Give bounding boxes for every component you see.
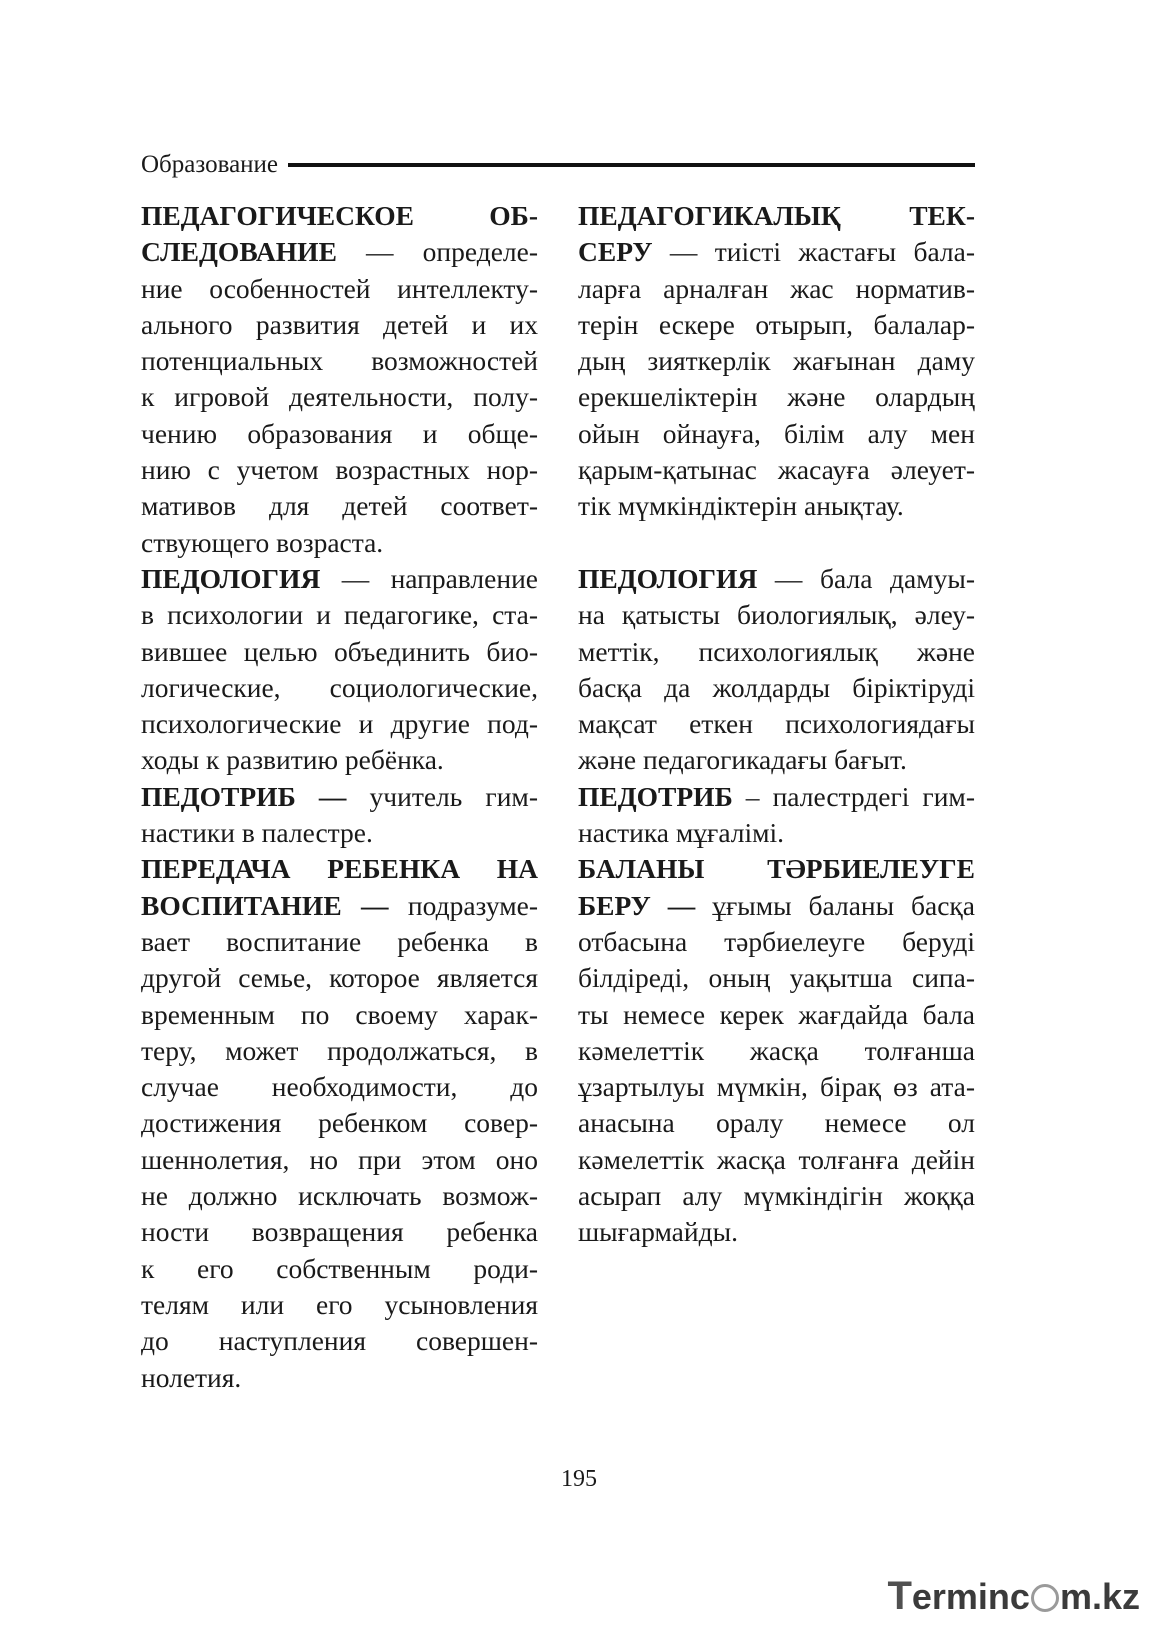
watermark-text-middle: erminc	[911, 1576, 1030, 1617]
kz-line	[578, 1142, 975, 1178]
definition-text: ствующего возраста.	[141, 526, 384, 558]
ru-line	[141, 634, 538, 670]
term-heading: БАЛАНЫ ТӘРБИЕЛЕУГЕ	[578, 853, 975, 885]
ru-line	[141, 851, 538, 887]
ru-line	[141, 343, 538, 379]
definition-text: логические, социологические,	[141, 671, 538, 703]
definition-text: меттік, психологиялық және	[578, 635, 975, 667]
definition-text: вает воспитание ребенка в	[141, 925, 538, 957]
ru-line	[141, 561, 538, 597]
kz-line	[578, 851, 975, 887]
ru-line	[141, 452, 538, 488]
kz-line	[578, 597, 975, 633]
ru-line	[141, 307, 538, 343]
definition-text: шығармайды.	[578, 1216, 738, 1248]
definition-text: ерекшеліктерін және олардың	[578, 381, 975, 413]
term-heading: ПЕДАГОГИЧЕСКОЕ ОБ-	[141, 200, 538, 231]
ru-line	[141, 1360, 538, 1396]
definition-text: ұзартылуы мүмкін, бірақ өз ата-	[578, 1071, 975, 1103]
kz-line	[578, 343, 975, 379]
kz-line	[578, 960, 975, 996]
definition-text: басқа да жолдарды біріктіруді	[578, 671, 975, 703]
ru-line	[141, 779, 538, 815]
definition-text: ұғымы баланы басқа	[695, 889, 975, 921]
ru-line	[141, 1287, 538, 1323]
definition-text: — определе-	[336, 236, 538, 268]
term-heading: ВОСПИТАНИЕ —	[141, 889, 389, 921]
watermark-letter-t: T	[887, 1574, 912, 1618]
definition-text: ние особенностей интеллекту-	[141, 272, 538, 304]
definition-text: терін ескере отырып, балалар-	[578, 308, 975, 340]
page-number: 195	[561, 1466, 597, 1492]
definition-text: вившее целью объединить био-	[141, 635, 538, 667]
ru-line	[141, 888, 538, 924]
ru-line	[141, 706, 538, 742]
definition-text: тік мүмкіндіктерін анықтау.	[578, 490, 904, 522]
definition-text: чению образования и обще-	[141, 417, 538, 449]
definition-text: білдіреді, оның уақытша сипа-	[578, 962, 975, 994]
definition-text: случае необходимости, до	[141, 1071, 538, 1103]
term-heading: ПЕДОТРИБ —	[141, 780, 347, 812]
ru-line	[141, 815, 538, 851]
termincom-watermark-logo	[887, 1574, 1140, 1619]
ru-line	[141, 525, 538, 561]
definition-text: ларға арналған жас норматив-	[578, 272, 975, 304]
kz-line	[578, 1214, 975, 1250]
definition-text: учитель гим-	[346, 780, 538, 812]
definition-text: телям или его усыновления	[141, 1288, 538, 1320]
definition-text: анасына оралу немесе ол	[578, 1107, 975, 1139]
kz-line	[578, 416, 975, 452]
kz-line	[578, 271, 975, 307]
definition-text: кәмелеттік жасқа толғанша	[578, 1034, 975, 1066]
ru-line	[141, 960, 538, 996]
definition-text: ности возвращения ребенка	[141, 1216, 538, 1248]
term-heading: ПЕДОТРИБ	[578, 780, 733, 812]
ru-line	[141, 1033, 538, 1069]
kz-line	[578, 1033, 975, 1069]
definition-text: настика мұғалімі.	[578, 817, 785, 849]
ru-line	[141, 1069, 538, 1105]
ru-line	[141, 597, 538, 633]
russian-column	[141, 198, 538, 1396]
kz-line	[578, 452, 975, 488]
kz-line	[578, 888, 975, 924]
ru-line	[141, 997, 538, 1033]
definition-text: – палестрдегі гим-	[732, 780, 975, 812]
kz-line	[578, 924, 975, 960]
definition-text: не должно исключать возмож-	[141, 1180, 538, 1212]
ru-line	[141, 1105, 538, 1141]
definition-text: және педагогикадағы бағыт.	[578, 744, 907, 776]
definition-text: временным по своему харак-	[141, 998, 538, 1030]
ru-line	[141, 924, 538, 960]
definition-text: шеннолетия, но при этом оно	[141, 1143, 538, 1175]
kz-line	[578, 307, 975, 343]
ru-line	[141, 1251, 538, 1287]
kz-line	[578, 561, 975, 597]
definition-text: — тиісті жастағы бала-	[652, 236, 975, 268]
definition-text: до наступления совершен-	[141, 1325, 538, 1357]
term-heading: СЛЕДОВАНИЕ	[141, 236, 337, 268]
kz-line	[578, 234, 975, 270]
definition-text: мақсат еткен психологиядағы	[578, 708, 975, 740]
kz-line	[578, 488, 975, 524]
definition-text: другой семье, которое является	[141, 962, 538, 994]
definition-text: теру, может продолжаться, в	[141, 1034, 538, 1066]
definition-text: ойын ойнауға, білім алу мен	[578, 417, 975, 449]
definition-text: нию с учетом возрастных нор-	[141, 454, 538, 486]
definition-text: в психологии и педагогике, ста-	[141, 599, 538, 631]
definition-text: қарым-қатынас жасауға әлеует-	[578, 454, 975, 486]
kz-line	[578, 815, 975, 851]
ru-line	[141, 670, 538, 706]
definition-text: к игровой деятельности, полу-	[141, 381, 538, 413]
kz-line	[578, 1069, 975, 1105]
definition-text: на қатысты биологиялық, әлеу-	[578, 599, 975, 631]
definition-text: дың зияткерлік жағынан даму	[578, 345, 975, 377]
ru-line	[141, 488, 538, 524]
kz-line	[578, 525, 975, 561]
definition-text: кәмелеттік жасқа толғанға дейін	[578, 1143, 975, 1175]
watermark-text-end: m.kz	[1059, 1576, 1140, 1617]
term-heading: БЕРУ —	[578, 889, 696, 921]
ru-line	[141, 1323, 538, 1359]
kz-line	[578, 1105, 975, 1141]
definition-text: ального развития детей и их	[141, 308, 538, 340]
kz-line	[578, 997, 975, 1033]
definition-text: отбасына тәрбиелеуге беруді	[578, 925, 975, 957]
definition-text: потенциальных возможностей	[141, 345, 538, 377]
ru-line	[141, 379, 538, 415]
ru-line	[141, 1178, 538, 1214]
definition-text: асырап алу мүмкіндігін жоққа	[578, 1180, 975, 1212]
definition-text: достижения ребенком совер-	[141, 1107, 538, 1139]
definition-text: нолетия.	[141, 1361, 242, 1393]
kz-line	[578, 779, 975, 815]
definition-text: к его собственным роди-	[141, 1252, 538, 1284]
kz-line	[578, 670, 975, 706]
kz-line	[578, 1178, 975, 1214]
definition-text: настики в палестре.	[141, 817, 373, 849]
definition-text: ты немесе керек жағдайда бала	[578, 998, 975, 1030]
kz-line	[578, 198, 975, 234]
magnifier-icon	[1031, 1584, 1059, 1612]
header-rule	[288, 163, 975, 167]
ru-line	[141, 416, 538, 452]
term-heading: ПЕДОЛОГИЯ	[141, 562, 321, 594]
definition-text: ходы к развитию ребёнка.	[141, 744, 444, 776]
running-header	[141, 146, 975, 182]
kz-line	[578, 379, 975, 415]
kazakh-column	[578, 198, 975, 1251]
ru-line	[141, 198, 538, 234]
kz-line	[578, 742, 975, 778]
ru-line	[141, 1214, 538, 1250]
term-heading: ПЕДАГОГИКАЛЫҚ ТЕК-	[578, 200, 975, 231]
kz-line	[578, 634, 975, 670]
ru-line	[141, 234, 538, 270]
definition-text: — направление	[320, 562, 538, 594]
term-heading: ПЕРЕДАЧА РЕБЕНКА НА	[141, 853, 538, 885]
definition-text: психологические и другие под-	[141, 708, 538, 740]
ru-line	[141, 1142, 538, 1178]
ru-line	[141, 271, 538, 307]
definition-text: подразуме-	[388, 889, 538, 921]
ru-line	[141, 742, 538, 778]
term-heading: ПЕДОЛОГИЯ	[578, 562, 758, 594]
definition-text: — бала дамуы-	[757, 562, 975, 594]
term-heading: СЕРУ	[578, 236, 653, 268]
definition-text: мативов для детей соответ-	[141, 490, 538, 522]
kz-line	[578, 706, 975, 742]
section-title: Образование	[141, 150, 279, 178]
